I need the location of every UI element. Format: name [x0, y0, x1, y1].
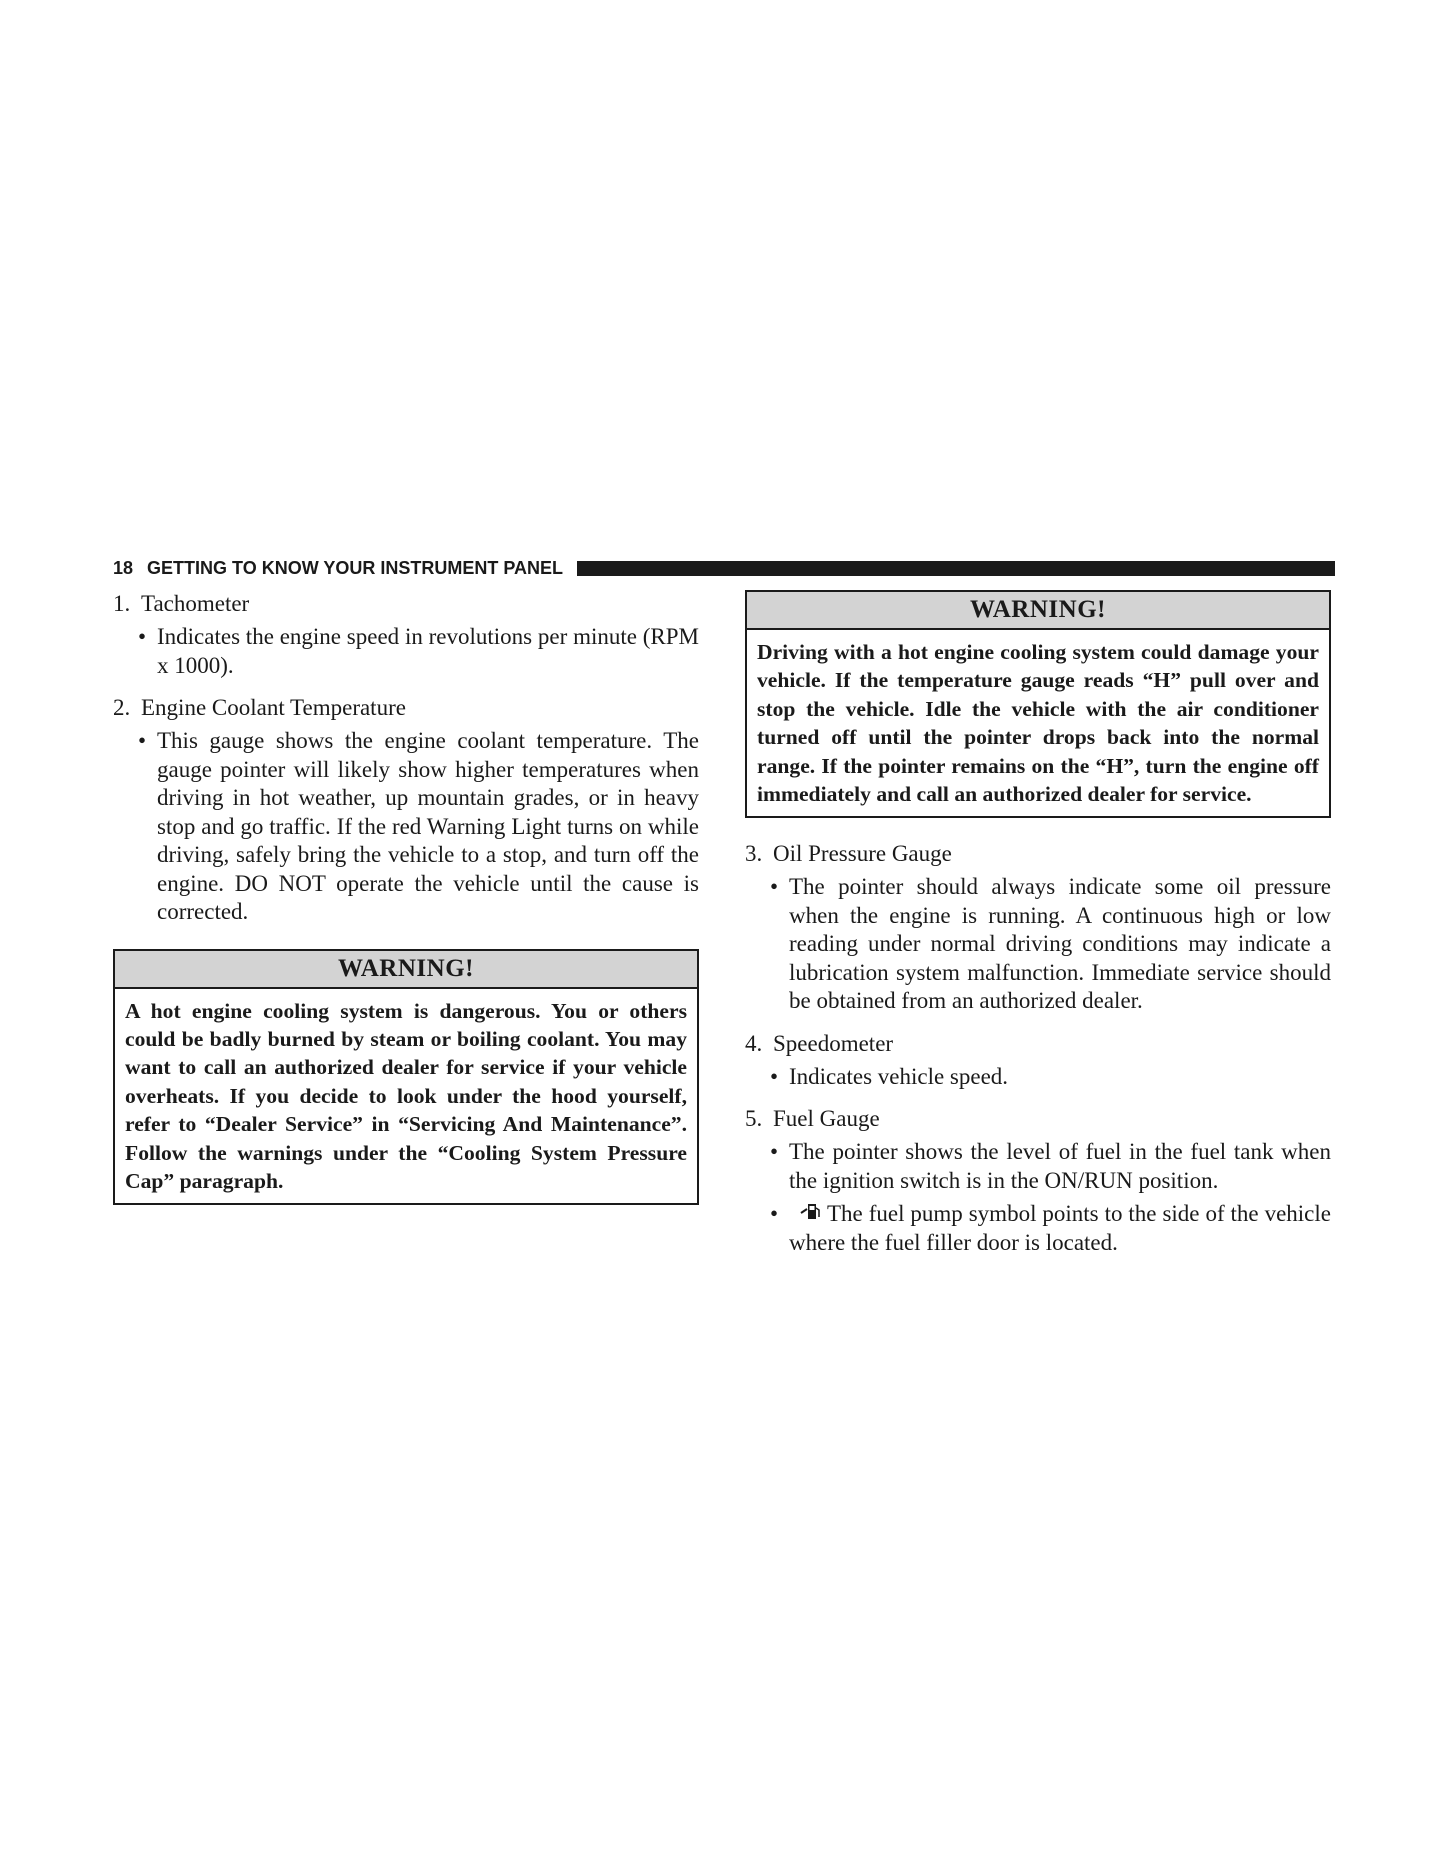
list-item-oil-pressure [745, 840, 1331, 1016]
item-title [745, 1030, 1331, 1058]
bullet-dot: • [770, 1201, 779, 1227]
bullet-text: • Indicates the engine speed in revolutions per minute (RPM x 1000). [138, 624, 699, 678]
warning-title: WARNING! [747, 592, 1329, 630]
item-number: 4. [745, 1030, 763, 1056]
warning-title: WARNING! [115, 951, 697, 989]
bullet-dot: • [138, 624, 147, 649]
page-header [113, 556, 1335, 580]
header-rule [577, 561, 1335, 576]
right-column [745, 590, 1331, 1271]
item-title-text: Tachometer [141, 591, 250, 616]
list-item-coolant-temperature [113, 694, 699, 927]
bullet-dot: • [770, 1139, 779, 1165]
list-item-fuel-gauge [745, 1105, 1331, 1257]
bullet-text: • The pointer should always indicate some oil pressure when the engine is running. A continuous high or low reading under normal driving conditions may indicate a lubrication system malfunction. Immediate service should be obtained from an authorized dealer. [770, 874, 1331, 1014]
bullet-text: • Indicates vehicle speed. [745, 1063, 1331, 1092]
item-number: 1. [113, 591, 131, 616]
item-title [745, 840, 1331, 868]
item-title-text: Fuel Gauge [773, 1106, 880, 1132]
warning-text: A hot engine cooling system is dangerous. You or others could be badly burned by steam or boiling coolant. You may want to call an authorized dealer for service if your vehicle overheats. If you decide to look under the hood yourself, refer to “Dealer Service” in “Servicing And Maintenance”. Follow the warnings under the “Cooling System Pressure Cap” paragraph. [125, 998, 687, 1193]
warning-box-hot-driving [745, 590, 1331, 818]
bullet-text: • This gauge shows the engine coolant temperature. The gauge pointer will likely show higher temperatures when driving in hot weather, up mountain grades, or in heavy stop and go traffic. If the red Warning Light turns on while driving, safely bring the vehicle to a stop, and turn off the engine. DO NOT operate the vehicle until the cause is corrected. [138, 728, 699, 924]
bullet-dot: • [770, 874, 779, 900]
item-title-text: Speedometer [773, 1030, 894, 1056]
item-title [113, 590, 699, 618]
list-item-speedometer [745, 1030, 1331, 1092]
left-column [113, 590, 699, 1205]
item-title-text: Oil Pressure Gauge [773, 841, 952, 867]
fuel-pump-icon [799, 1200, 821, 1229]
bullet-dot: • [770, 1063, 779, 1089]
bullet-dot: • [138, 728, 147, 753]
item-number: 2. [113, 695, 131, 720]
bullet-text: • The pointer shows the level of fuel in the fuel tank when the ignition switch is in the ON/RUN position. [770, 1139, 1331, 1193]
item-title [745, 1105, 1331, 1133]
item-number: 3. [745, 841, 763, 867]
item-number: 5. [745, 1106, 763, 1132]
bullet-text-fuel-symbol: • The fuel pump symbol points to the side of the vehicle where the fuel filler door is located. [770, 1201, 1331, 1255]
page-number: 18 [113, 557, 134, 578]
section-title: GETTING TO KNOW YOUR INSTRUMENT PANEL [147, 557, 564, 578]
item-title-text: Engine Coolant Temperature [141, 695, 406, 720]
warning-text: Driving with a hot engine cooling system could damage your vehicle. If the temperature gauge reads “H” pull over and stop the vehicle. Idle the vehicle with the air conditioner turned off until the pointer drops back into the normal range. If the pointer remains on the “H”, turn the engine off immediately and call an authorized dealer for service. [757, 640, 1319, 807]
warning-box-hot-cooling [113, 949, 699, 1206]
item-title [113, 694, 699, 722]
list-item-tachometer [113, 590, 699, 680]
